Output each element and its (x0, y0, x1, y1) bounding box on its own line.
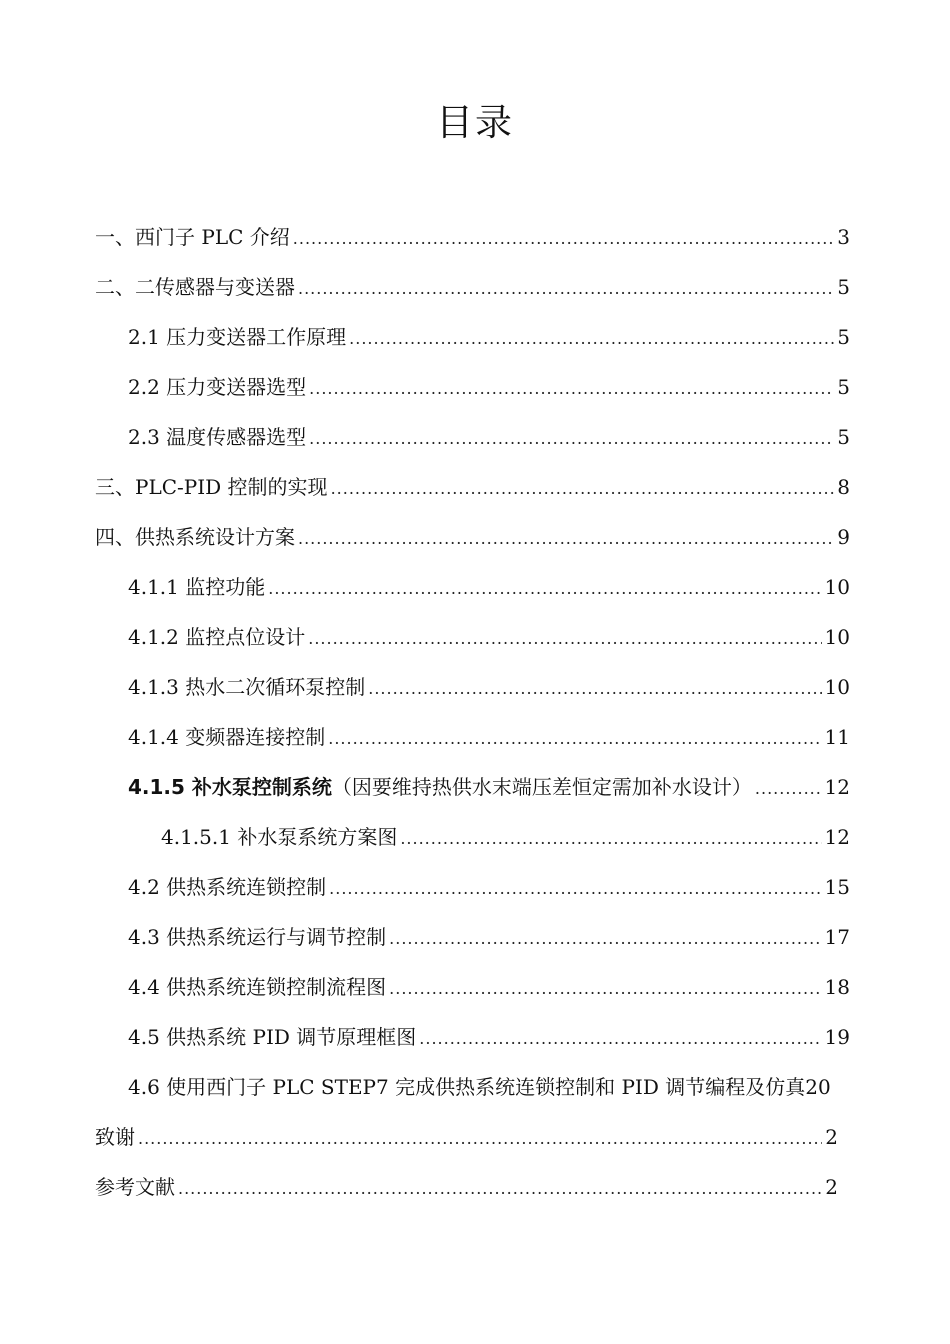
toc-entry-4-1-5-1[interactable] (161, 812, 850, 862)
dot-leader (389, 914, 821, 964)
toc-entry-page: 12 (824, 825, 850, 849)
toc-entry-3[interactable] (95, 462, 850, 512)
toc-entry-page: 2 (825, 1125, 838, 1149)
toc-entry-text: 4.2 供热系统连锁控制 (128, 875, 327, 899)
toc-entry-text: 四、供热系统设计方案 (95, 525, 295, 549)
toc-entry-page: 20 (805, 1075, 831, 1099)
toc-entry-4[interactable] (95, 512, 850, 562)
toc-entry-text: 2.2 压力变送器选型 (128, 375, 307, 399)
toc-entry-4-1-1[interactable] (128, 562, 850, 612)
toc-entry-text: 4.1.2 监控点位设计 (128, 625, 306, 649)
toc-entry-page: 5 (837, 425, 850, 449)
toc-entry-page: 10 (824, 625, 850, 649)
dot-leader (329, 864, 821, 914)
toc-entry-text: 2.1 压力变送器工作原理 (128, 325, 347, 349)
toc-entry-1[interactable] (95, 212, 850, 262)
toc-entry-page: 12 (824, 775, 850, 799)
toc-entry-text: 2.3 温度传感器选型 (128, 425, 307, 449)
dot-leader (178, 1164, 822, 1214)
toc-entry-page: 9 (837, 525, 850, 549)
dot-leader (331, 464, 835, 514)
toc-entry-text: 4.4 供热系统连锁控制流程图 (128, 975, 387, 999)
dot-leader (268, 564, 821, 614)
toc-entry-text: 4.1.3 热水二次循环泵控制 (128, 675, 366, 699)
dot-leader (419, 1014, 821, 1064)
toc-entry-page: 5 (837, 325, 850, 349)
toc-entry-page: 8 (837, 475, 850, 499)
toc-entry-page: 5 (837, 375, 850, 399)
toc-entry-text: 4.5 供热系统 PID 调节原理框图 (128, 1025, 417, 1049)
toc-entry-text-suffix: （因要维持热供水末端压差恒定需加补水设计） (331, 775, 752, 799)
toc-entry-4-2[interactable] (128, 862, 850, 912)
dot-leader (328, 714, 821, 764)
toc-entry-page: 18 (824, 975, 850, 999)
dot-leader (309, 364, 834, 414)
toc-entry-text: 4.1.5.1 补水泵系统方案图 (161, 825, 398, 849)
toc-entry-4-6[interactable] (128, 1062, 865, 1112)
toc-entry-references[interactable] (95, 1162, 838, 1212)
toc-entry-page: 5 (837, 275, 850, 299)
toc-entry-2-2[interactable] (128, 362, 850, 412)
toc-entry-page: 3 (837, 225, 850, 249)
toc-entry-text: 4.3 供热系统运行与调节控制 (128, 925, 387, 949)
dot-leader (293, 214, 835, 264)
dot-leader (298, 264, 834, 314)
toc-entry-4-5[interactable] (128, 1012, 850, 1062)
dot-leader (755, 764, 822, 814)
toc-entry-page: 11 (824, 725, 850, 749)
dot-leader (138, 1114, 822, 1164)
dot-leader (308, 614, 821, 664)
toc-entry-text: 三、PLC-PID 控制的实现 (95, 475, 328, 499)
toc-entry-4-1-4[interactable] (128, 712, 850, 762)
toc-entry-page: 15 (824, 875, 850, 899)
toc-entry-text: 4.1.5 补水泵控制系统 (128, 775, 332, 799)
toc-entry-4-1-3[interactable] (128, 662, 850, 712)
toc-entry-page: 10 (824, 675, 850, 699)
toc-entry-4-1-2[interactable] (128, 612, 850, 662)
toc-entry-4-3[interactable] (128, 912, 850, 962)
dot-leader (298, 514, 834, 564)
toc-entry-page: 19 (824, 1025, 850, 1049)
toc-entry-4-1-5[interactable] (128, 762, 850, 812)
toc-entry-page: 10 (824, 575, 850, 599)
toc-entry-acknowledgements[interactable] (95, 1112, 838, 1162)
toc-entry-page: 17 (824, 925, 850, 949)
dot-leader (349, 314, 834, 364)
toc-entry-text: 4.1.1 监控功能 (128, 575, 266, 599)
dot-leader (309, 414, 834, 464)
toc-entry-text: 二、二传感器与变送器 (95, 275, 295, 299)
toc-entry-2-1[interactable] (128, 312, 850, 362)
toc-entry-page: 2 (825, 1175, 838, 1199)
page-title: 目录 (436, 101, 514, 144)
toc-entry-2-3[interactable] (128, 412, 850, 462)
toc-entry-text: 4.6 使用西门子 PLC STEP7 完成供热系统连锁控制和 PID 调节编程及仿真 (128, 1075, 806, 1099)
dot-leader (400, 814, 821, 864)
dot-leader (389, 964, 821, 1014)
toc-entry-text: 参考文献 (95, 1175, 175, 1199)
toc-entry-4-4[interactable] (128, 962, 850, 1012)
toc-entry-text: 致谢 (95, 1125, 135, 1149)
toc-entry-2[interactable] (95, 262, 850, 312)
dot-leader (368, 664, 821, 714)
toc-entry-text: 4.1.4 变频器连接控制 (128, 725, 326, 749)
toc-entry-text: 一、西门子 PLC 介绍 (95, 225, 290, 249)
